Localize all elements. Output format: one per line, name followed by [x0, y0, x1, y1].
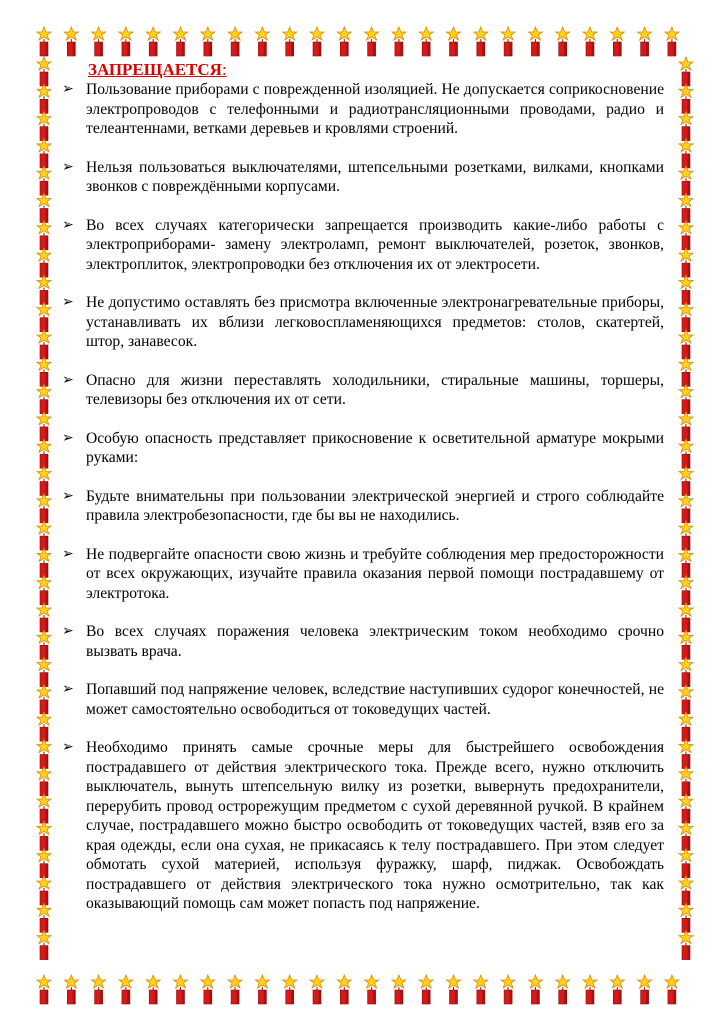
bullet-arrow-icon: ➢	[62, 682, 74, 697]
candle-icon	[679, 357, 693, 386]
candle-icon	[64, 975, 78, 1004]
candle-icon	[37, 275, 51, 304]
candle-icon	[337, 27, 351, 56]
candle-icon	[37, 412, 51, 441]
candle-icon	[679, 821, 693, 850]
candle-icon	[37, 521, 51, 550]
candle-icon	[146, 975, 160, 1004]
candle-icon	[679, 275, 693, 304]
candle-icon	[255, 27, 269, 56]
candle-icon	[37, 794, 51, 823]
candle-icon	[679, 548, 693, 577]
candle-icon	[37, 903, 51, 932]
candle-icon	[37, 139, 51, 168]
candle-icon	[37, 357, 51, 386]
candle-icon	[119, 975, 133, 1004]
candle-icon	[37, 658, 51, 687]
candle-icon	[679, 112, 693, 141]
candle-icon	[679, 439, 693, 468]
candle-icon	[679, 794, 693, 823]
title-colon: :	[221, 60, 227, 79]
candle-icon	[679, 658, 693, 687]
candle-icon	[528, 975, 542, 1004]
candle-icon	[679, 903, 693, 932]
candle-icon	[365, 27, 379, 56]
bullet-arrow-icon: ➢	[62, 159, 74, 175]
candle-icon	[447, 27, 461, 56]
candle-icon	[283, 975, 297, 1004]
bullet-arrow-icon: ➢	[62, 546, 74, 562]
bullet-arrow-icon: ➢	[62, 430, 74, 446]
candle-icon	[228, 975, 242, 1004]
candle-icon	[37, 303, 51, 332]
candle-icon	[679, 57, 693, 86]
candle-icon	[556, 975, 570, 1004]
candle-icon	[37, 84, 51, 113]
list-item	[58, 371, 664, 410]
candle-icon	[679, 876, 693, 905]
bullet-arrow-icon: ➢	[62, 488, 74, 504]
candle-icon	[679, 931, 693, 960]
candle-icon	[310, 27, 324, 56]
candle-icon	[447, 975, 461, 1004]
candle-icon	[365, 975, 379, 1004]
list-item-text: Не допустимо оставлять без присмотра включенные электронагревательные приборы, устанавливать их вблизи легковоспламеняющихся предметов: столов, скатертей, штор, занавесок.	[86, 294, 664, 350]
candle-icon	[679, 221, 693, 250]
list-item	[58, 80, 664, 139]
candle-icon	[679, 412, 693, 441]
candle-icon	[419, 27, 433, 56]
candle-icon	[474, 975, 488, 1004]
list-item	[58, 429, 664, 468]
candle-icon	[474, 27, 488, 56]
candle-icon	[37, 603, 51, 632]
candle-icon	[679, 521, 693, 550]
candle-icon	[37, 849, 51, 878]
bullet-arrow-icon: ➢	[62, 624, 74, 639]
candle-icon	[255, 975, 269, 1004]
list-item-text: Не подвергайте опасности свою жизнь и требуйте соблюдения мер предосторожности от всех окружающих, изучайте правила оказания первой помощи пострадавшему от электротока.	[86, 545, 664, 602]
candle-icon	[665, 975, 679, 1004]
candle-icon	[37, 221, 51, 250]
list-item-text: Попавший под напряжение человек, вследствие наступивших судорог конечностей, не может самостоятельно освободиться от токоведущих частей.	[86, 681, 664, 718]
candle-icon	[528, 27, 542, 56]
candle-icon	[37, 821, 51, 850]
list-item	[58, 545, 664, 604]
candle-icon	[583, 27, 597, 56]
candle-icon	[679, 385, 693, 414]
candle-icon	[37, 931, 51, 960]
candle-icon	[37, 975, 51, 1004]
candle-icon	[679, 330, 693, 359]
bullet-arrow-icon: ➢	[62, 740, 74, 755]
list-item	[58, 158, 664, 197]
candle-icon	[37, 194, 51, 223]
list-item	[58, 680, 664, 719]
candle-icon	[119, 27, 133, 56]
candle-icon	[37, 112, 51, 141]
candle-icon	[64, 27, 78, 56]
candle-icon	[37, 330, 51, 359]
candle-icon	[310, 975, 324, 1004]
candle-icon	[679, 576, 693, 605]
list-item-text: Во всех случаях поражения человека электрическим током необходимо срочно вызвать врача.	[86, 623, 664, 660]
candle-icon	[679, 685, 693, 714]
list-item	[58, 487, 664, 526]
list-item-text: Необходимо принять самые срочные меры для быстрейшего освобождения пострадавшего от действия электрического тока. Прежде всего, нужно отключить выключатель, вынуть штепсельную вилку из розетки, вывернуть предохранители, перерубить провод острорежущим предметом с сухой деревянной ручкой. В крайнем случае, пострадавшего можно быстро освободить от токоведущих частей, взяв его за края одежды, если она сухая, не прикасаясь к телу пострадавшего. При этом следует обмотать сухой материей, используя фуражку, шарф, пиджак. Освобождать пострадавшего от действия электрического тока нужно осмотрительно, так как оказывающий помощь сам может попасть под напряжение.	[86, 739, 664, 912]
candle-icon	[201, 27, 215, 56]
rules-list	[58, 80, 664, 914]
candle-icon	[638, 975, 652, 1004]
candle-icon	[610, 975, 624, 1004]
candle-icon	[37, 685, 51, 714]
candle-icon	[679, 84, 693, 113]
candle-icon	[679, 194, 693, 223]
list-item-text: Особую опасность представляет прикосновение к осветительной арматуре мокрыми руками:	[86, 429, 664, 466]
bullet-arrow-icon: ➢	[62, 372, 74, 388]
candle-icon	[37, 767, 51, 796]
candle-icon	[174, 27, 188, 56]
candle-icon	[679, 740, 693, 769]
page-title	[88, 60, 664, 80]
candle-icon	[679, 712, 693, 741]
candle-icon	[146, 27, 160, 56]
candle-icon	[679, 166, 693, 195]
candle-icon	[679, 139, 693, 168]
list-item-text: Будьте внимательны при пользовании электрической энергией и строго соблюдайте правила электробезопасности, где бы вы не находились.	[86, 487, 664, 524]
list-item	[58, 293, 664, 352]
candle-icon	[37, 385, 51, 414]
candle-icon	[37, 57, 51, 86]
candle-icon	[201, 975, 215, 1004]
candle-icon	[556, 27, 570, 56]
candle-icon	[37, 467, 51, 496]
candle-icon	[37, 166, 51, 195]
candle-icon	[37, 494, 51, 523]
list-item-text: Нельзя пользоваться выключателями, штепсельными розетками, вилками, кнопками звонков с повреждёнными корпусами.	[86, 158, 664, 195]
list-item-text: Пользование приборами с поврежденной изоляцией. Не допускается соприкосновение электропроводов с телефонными и радиотрансляционными проводами, радио и телеантеннами, ветками деревьев и кровлями строений.	[86, 81, 664, 137]
candle-icon	[679, 303, 693, 332]
candle-icon	[679, 849, 693, 878]
candle-icon	[37, 439, 51, 468]
candle-icon	[501, 975, 515, 1004]
candle-icon	[337, 975, 351, 1004]
candle-icon	[37, 248, 51, 277]
bullet-arrow-icon: ➢	[62, 217, 74, 233]
candle-icon	[92, 975, 106, 1004]
candle-icon	[228, 27, 242, 56]
candle-icon	[37, 576, 51, 605]
candle-icon	[392, 27, 406, 56]
list-item-text: Во всех случаях категорически запрещается производить какие-либо работы с электроприборами- замену электроламп, ремонт выключателей, розеток, звонков, электроплиток, электропроводки без отключения их от электросети.	[86, 216, 664, 273]
candle-icon	[679, 603, 693, 632]
title-text: ЗАПРЕЩАЕТСЯ	[88, 60, 222, 79]
candle-icon	[174, 975, 188, 1004]
list-item	[58, 216, 664, 275]
candle-icon	[679, 467, 693, 496]
list-item	[58, 622, 664, 661]
candle-icon	[37, 630, 51, 659]
candle-icon	[37, 548, 51, 577]
list-item-text: Опасно для жизни переставлять холодильники, стиральные машины, торшеры, телевизоры без отключения их от сети.	[86, 371, 664, 408]
candle-icon	[37, 876, 51, 905]
candle-icon	[638, 27, 652, 56]
candle-icon	[665, 27, 679, 56]
candle-icon	[419, 975, 433, 1004]
bullet-arrow-icon: ➢	[62, 295, 74, 310]
document-body	[58, 60, 664, 914]
candle-icon	[583, 975, 597, 1004]
candle-icon	[679, 767, 693, 796]
list-item	[58, 738, 664, 914]
candle-icon	[37, 27, 51, 56]
candle-icon	[92, 27, 106, 56]
candle-icon	[679, 630, 693, 659]
candle-icon	[37, 740, 51, 769]
candle-icon	[283, 27, 297, 56]
candle-icon	[37, 712, 51, 741]
bullet-arrow-icon: ➢	[62, 82, 74, 97]
candle-icon	[392, 975, 406, 1004]
candle-icon	[679, 248, 693, 277]
candle-icon	[610, 27, 624, 56]
candle-icon	[501, 27, 515, 56]
candle-icon	[679, 494, 693, 523]
